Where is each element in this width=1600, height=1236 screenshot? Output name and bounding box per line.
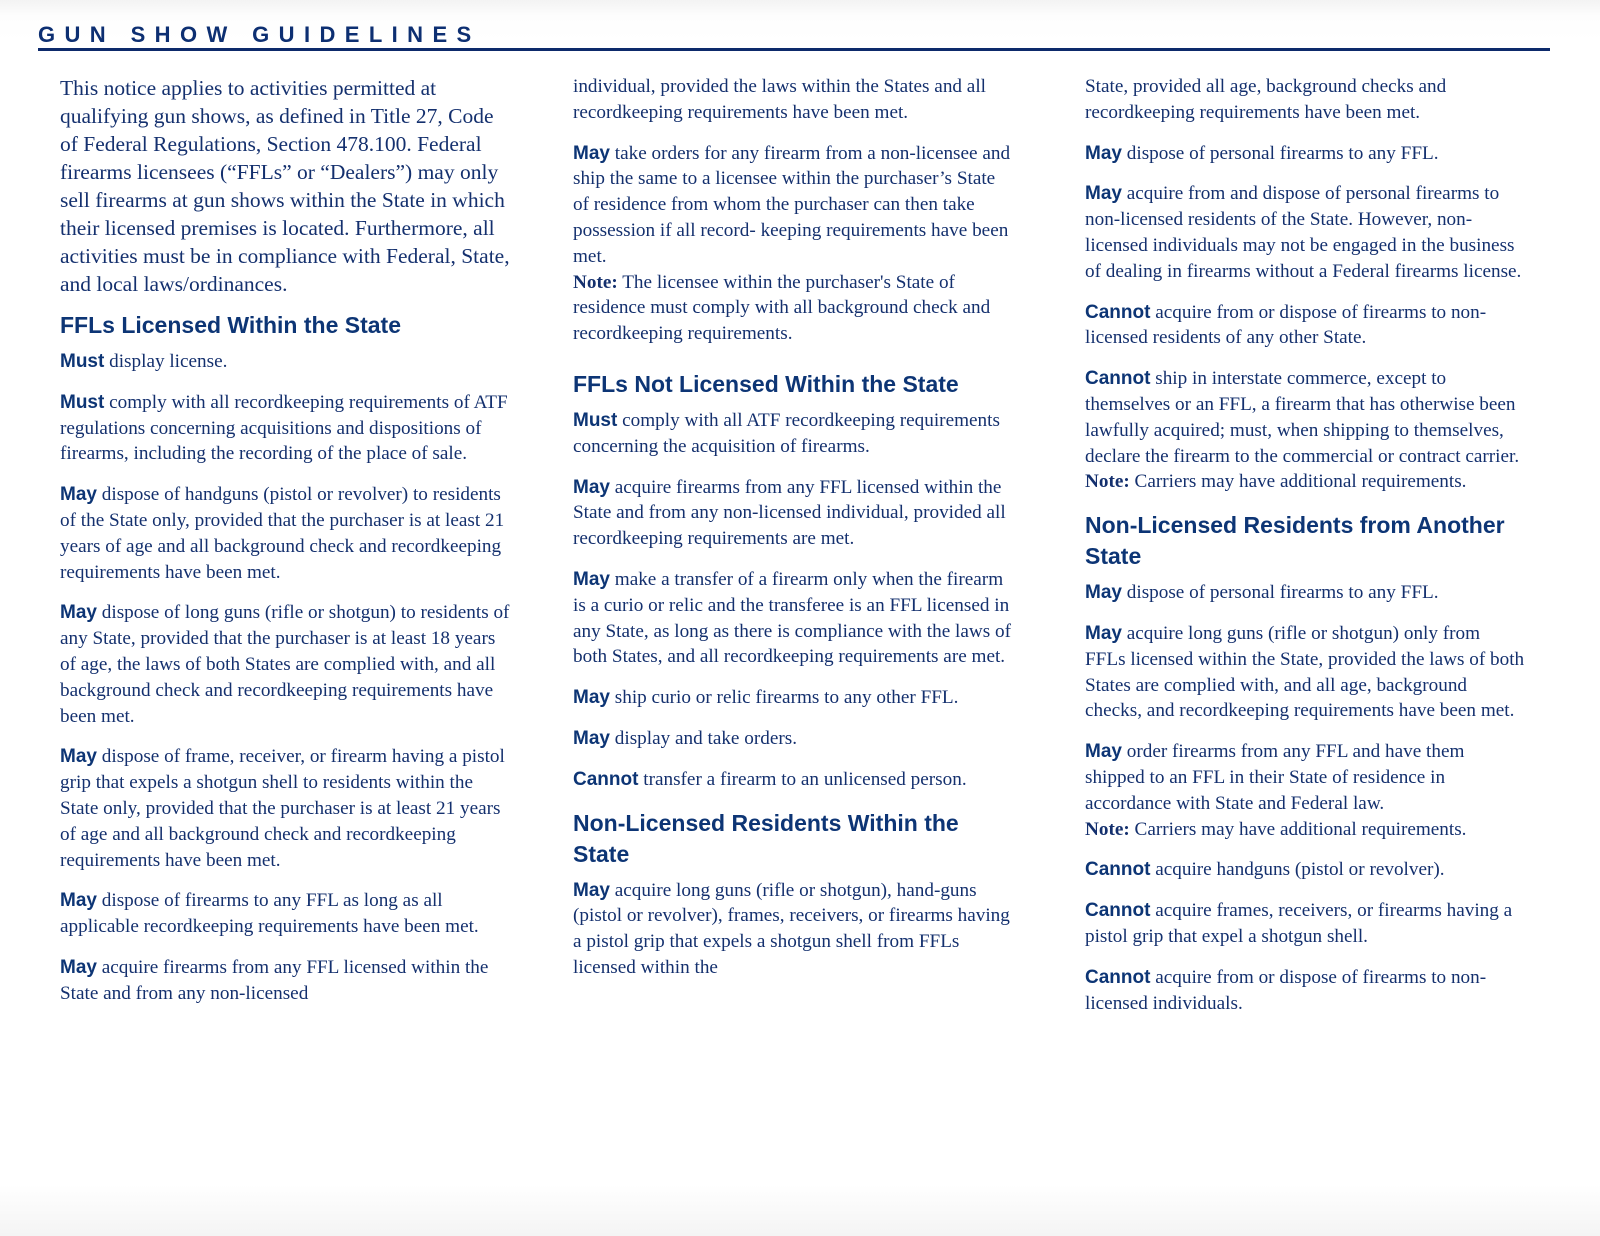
rule-text: acquire from or dispose of firearms to non-licensed individuals. bbox=[1085, 966, 1487, 1014]
rule-list bbox=[1085, 141, 1525, 496]
rule-list bbox=[573, 878, 1013, 981]
rule-text: comply with all recordkeeping requirements of ATF regulations concerning acquisitions and dispositions of firearms, including the recording of the place of sale. bbox=[60, 391, 508, 465]
rule-item bbox=[60, 888, 510, 940]
rule-keyword: May bbox=[60, 890, 97, 912]
rule-text: acquire from or dispose of firearms to non-licensed residents of any other State. bbox=[1085, 301, 1487, 349]
rule-keyword: May bbox=[1085, 142, 1122, 164]
rule-text: dispose of handguns (pistol or revolver) to residents of the State only, provided that the purchaser is at least 21 years of age and all background check and recordkeeping requirements have been met. bbox=[60, 484, 505, 583]
note-label: Note: bbox=[1085, 818, 1130, 840]
rule-keyword: Cannot bbox=[1085, 301, 1151, 323]
rule-text: ship curio or relic firearms to any other FFL. bbox=[609, 687, 959, 709]
rule-text: make a transfer of a firearm only when the firearm is a curio or relic and the transferee is an FFL licensed in any State, as long as there is compliance with the laws of both States, and all recordkeeping requirements are met. bbox=[573, 568, 1011, 668]
rule-keyword: May bbox=[573, 687, 610, 709]
rule-text: display license. bbox=[104, 351, 228, 372]
rule-keyword: Cannot bbox=[1085, 368, 1151, 390]
rule-keyword: Cannot bbox=[1085, 966, 1151, 988]
rule-text: transfer a firearm to an unlicensed person. bbox=[638, 768, 967, 790]
rule-text: acquire firearms from any FFL licensed within the State and from any non-licensed individual, provided all recordkeeping requirements are met. bbox=[573, 476, 1006, 550]
note-label: Note: bbox=[573, 271, 618, 293]
rule-text: dispose of personal firearms to any FFL. bbox=[1121, 142, 1439, 164]
rule-text: dispose of firearms to any FFL as long as all applicable recordkeeping requirements have been met. bbox=[60, 890, 479, 938]
rule-list bbox=[60, 349, 510, 1007]
rule-keyword: May bbox=[1085, 622, 1122, 644]
rule-item bbox=[1085, 621, 1525, 724]
rule-item bbox=[60, 600, 510, 729]
rule-item bbox=[1085, 141, 1525, 167]
rule-keyword: May bbox=[60, 602, 97, 624]
rule-item bbox=[573, 767, 1013, 793]
rule-list bbox=[573, 141, 1013, 347]
intro-paragraph: This notice applies to activities permitted at qualifying gun shows, as defined in Title 27, Code of Federal Regulations, Section 478.100. Federal firearms licensees (“FFLs” or “Dealers”) may only sell firearms at gun shows within the State in which their licensed premises is located. Furthermore, all activities must be in compliance with Federal, State, and local laws/ordinances. bbox=[60, 76, 510, 296]
rule-item bbox=[1085, 965, 1525, 1017]
note-text: The licensee within the purchaser's State of residence must comply with all background check and recordkeeping requirements. bbox=[573, 271, 991, 345]
rule-keyword: May bbox=[1085, 183, 1122, 205]
rule-text: display and take orders. bbox=[609, 727, 797, 749]
rule-keyword: Cannot bbox=[1085, 859, 1151, 881]
rule-item bbox=[1085, 300, 1525, 352]
section-heading-non-licensed-residents-another-state: Non-Licensed Residents from Another State bbox=[1085, 512, 1505, 570]
rule-keyword: May bbox=[1085, 741, 1122, 763]
title-rule bbox=[38, 22, 1550, 51]
continued-paragraph: individual, provided the laws within the States and all recordkeeping requirements have been met. bbox=[573, 76, 986, 123]
rule-keyword: Must bbox=[60, 351, 105, 372]
column-1 bbox=[60, 74, 510, 1022]
rule-text: order firearms from any FFL and have them shipped to an FFL in their State of residence in accordance with State and Federal law. bbox=[1085, 741, 1465, 814]
rule-text: acquire from and dispose of personal firearms to non-licensed residents of the State. However, non-licensed individuals may not be engaged in the business of dealing in firearms without a Federal firearms license. bbox=[1085, 183, 1522, 282]
rule-text: dispose of frame, receiver, or firearm having a pistol grip that expels a shotgun shell to residents within the State only, provided that the purchaser is at least 21 years of age and all background check and recordkeeping requirements have been met. bbox=[60, 746, 505, 871]
continued-paragraph: State, provided all age, background checks and recordkeeping requirements have been met. bbox=[1085, 76, 1447, 123]
rule-keyword: May bbox=[60, 746, 97, 768]
rule-item bbox=[60, 955, 510, 1007]
rule-list bbox=[573, 408, 1013, 793]
rule-keyword: Must bbox=[573, 409, 618, 431]
rule-text: acquire frames, receivers, or firearms having a pistol grip that expel a shotgun shell. bbox=[1085, 900, 1513, 947]
rule-keyword: May bbox=[60, 956, 97, 978]
rule-item bbox=[60, 349, 510, 375]
rule-item bbox=[60, 744, 510, 873]
rule-item bbox=[573, 878, 1013, 981]
note-label: Note: bbox=[1085, 471, 1130, 493]
note-text: Carriers may have additional requirements. bbox=[1129, 471, 1467, 493]
section-heading-non-licensed-residents-within-state: Non-Licensed Residents Within the State bbox=[573, 809, 959, 867]
rule-item bbox=[1085, 181, 1525, 284]
rule-text: ship in interstate commerce, except to themselves or an FFL, a firearm that has otherwise been lawfully acquired; must, when shipping to themselves, declare the firearm to the commercial or contract carrier. bbox=[1085, 368, 1520, 467]
rule-text: acquire long guns (rifle or shotgun) only from FFLs licensed within the State, provided the laws of both States are complied with, and all age, background checks, and recordkeeping requirements have been met. bbox=[1085, 622, 1525, 722]
rule-item bbox=[573, 475, 1013, 552]
section-heading-ffls-not-licensed-within-state: FFLs Not Licensed Within the State bbox=[573, 370, 959, 397]
column-3 bbox=[1085, 74, 1525, 1031]
rule-text: comply with all ATF recordkeeping requirements concerning the acquisition of firearms. bbox=[573, 409, 1000, 457]
rule-item bbox=[1085, 580, 1525, 606]
rule-item bbox=[573, 726, 1013, 752]
rule-item bbox=[573, 685, 1013, 711]
rule-text: acquire handguns (pistol or revolver). bbox=[1150, 859, 1445, 881]
rule-item bbox=[573, 408, 1013, 460]
rule-keyword: May bbox=[573, 879, 610, 901]
rule-keyword: Must bbox=[60, 391, 105, 413]
rule-text: take orders for any firearm from a non-licensee and ship the same to a licensee within the purchaser’s State of residence from whom the purchaser can then take possession if all record- keeping requirements have been met. bbox=[573, 142, 1011, 267]
column-2 bbox=[573, 74, 1013, 996]
rule-keyword: May bbox=[573, 142, 610, 164]
rule-item bbox=[1085, 366, 1525, 495]
rule-text: acquire long guns (rifle or shotgun), hand-guns (pistol or revolver), frames, receivers, or firearms having a pistol grip that expels a shotgun shell from FFLs licensed within the bbox=[573, 879, 1010, 978]
rule-item bbox=[1085, 857, 1525, 883]
rule-keyword: Cannot bbox=[1085, 900, 1151, 922]
rule-keyword: Cannot bbox=[573, 768, 639, 790]
rule-text: acquire firearms from any FFL licensed within the State and from any non-licensed bbox=[60, 956, 489, 1004]
rule-text: dispose of personal firearms to any FFL. bbox=[1121, 582, 1439, 604]
section-heading-ffls-licensed-within-state: FFLs Licensed Within the State bbox=[60, 312, 401, 338]
rule-keyword: May bbox=[60, 484, 97, 506]
rule-keyword: May bbox=[573, 476, 610, 498]
rule-keyword: May bbox=[1085, 582, 1122, 604]
rule-item bbox=[1085, 739, 1525, 842]
rule-item bbox=[60, 482, 510, 585]
rule-item bbox=[573, 567, 1013, 670]
rule-item bbox=[573, 141, 1013, 347]
note-text: Carriers may have additional requirements. bbox=[1129, 818, 1467, 840]
rule-keyword: May bbox=[573, 568, 610, 590]
document-title: GUN SHOW GUIDELINES bbox=[38, 22, 481, 47]
rule-text: dispose of long guns (rifle or shotgun) to residents of any State, provided that the purchaser is at least 18 years of age, the laws of both States are complied with, and all background check and recordkeeping requirements have been met. bbox=[60, 602, 510, 727]
rule-item bbox=[1085, 898, 1525, 950]
rule-keyword: May bbox=[573, 727, 610, 749]
rule-item bbox=[60, 390, 510, 467]
rule-list bbox=[1085, 580, 1525, 1016]
